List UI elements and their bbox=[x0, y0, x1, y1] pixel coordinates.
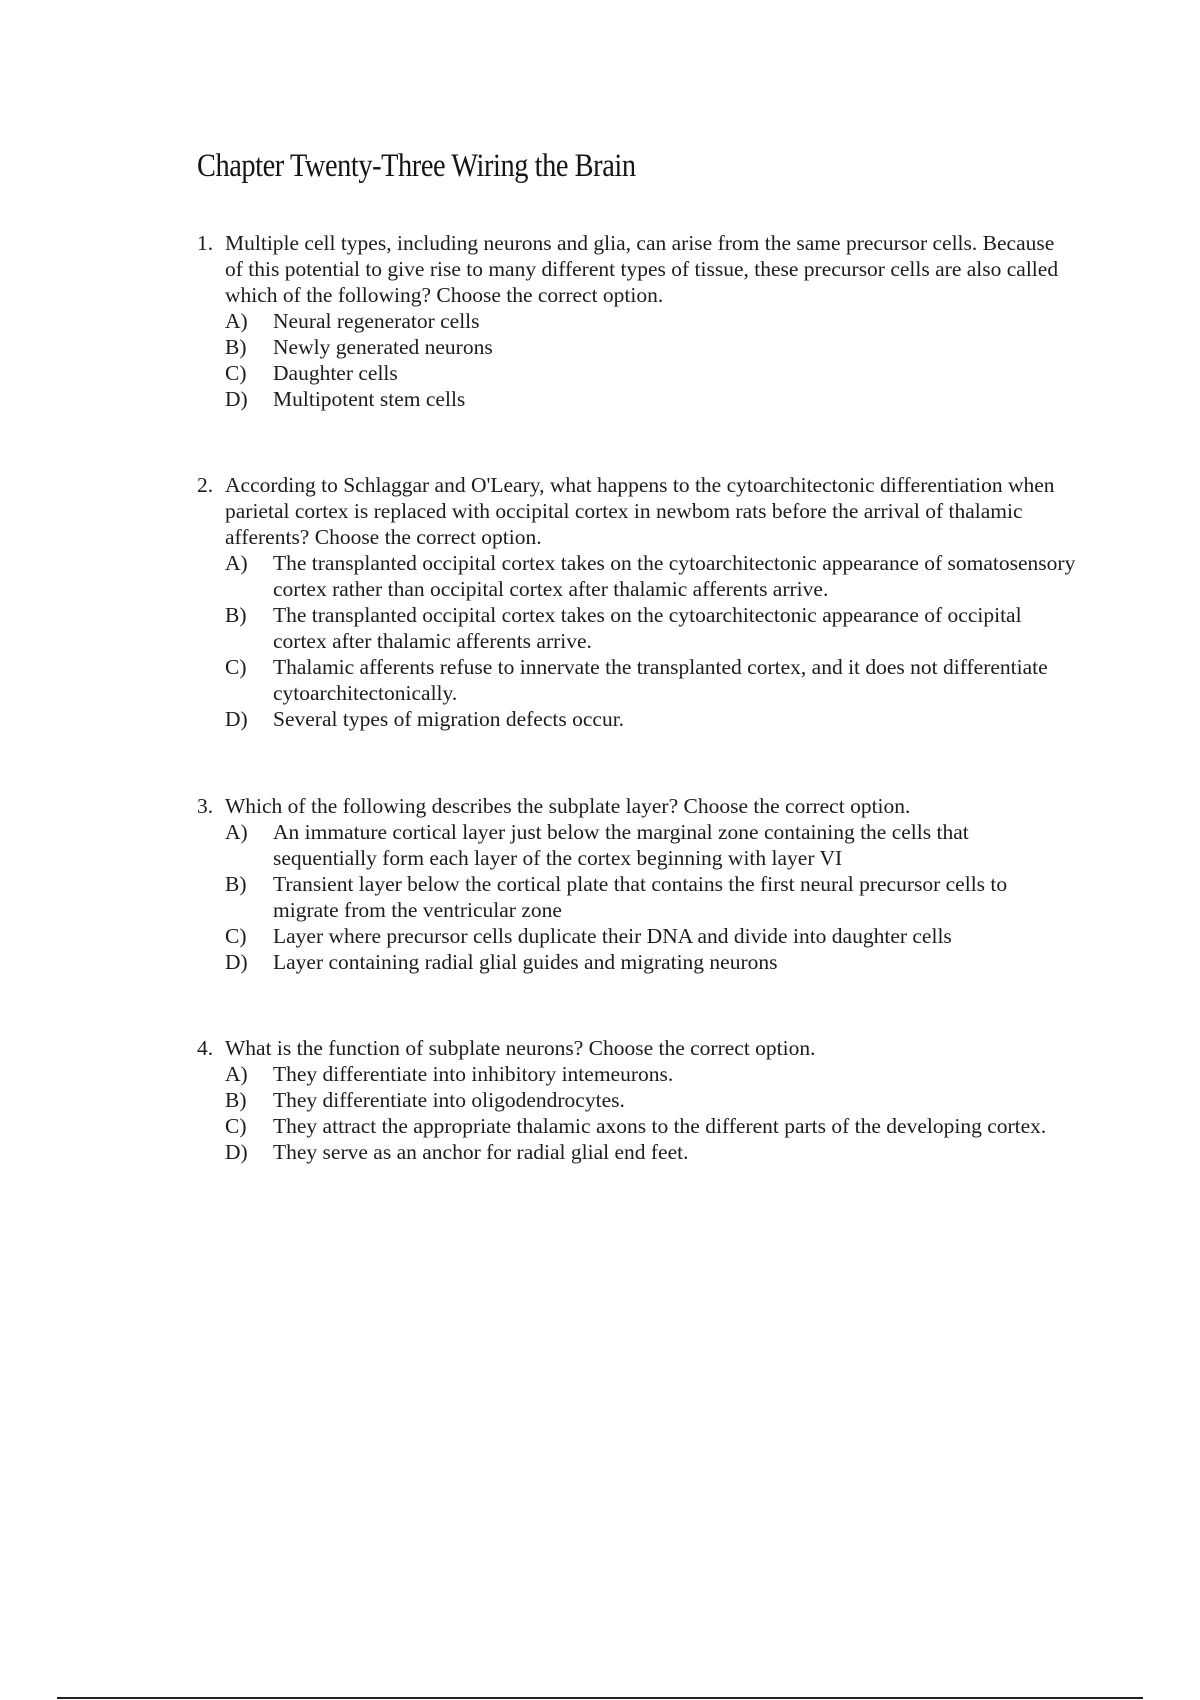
option-text: The transplanted occipital cortex takes on the cytoarchitectonic appearance of occipital cortex after thalamic afferents arrive. bbox=[273, 603, 1022, 653]
answer-option-d bbox=[197, 706, 1077, 732]
option-letter: C) bbox=[225, 361, 247, 385]
question-number: 4. bbox=[197, 1036, 214, 1060]
option-text: They differentiate into oligodendrocytes. bbox=[273, 1088, 625, 1112]
option-letter: B) bbox=[225, 603, 247, 627]
option-letter: D) bbox=[225, 1140, 248, 1164]
option-text: Thalamic afferents refuse to innervate the transplanted cortex, and it does not differentiate cytoarchitectonically. bbox=[273, 655, 1048, 705]
answer-option-a bbox=[197, 1061, 1077, 1087]
option-text: The transplanted occipital cortex takes on the cytoarchitectonic appearance of somatosensory cortex rather than occipital cortex after thalamic afferents arrive. bbox=[273, 551, 1076, 601]
option-letter: C) bbox=[225, 655, 247, 679]
page-title: Chapter Twenty-Three Wiring the Brain bbox=[197, 148, 636, 184]
option-text: They differentiate into inhibitory intemeurons. bbox=[273, 1062, 674, 1086]
answer-option-d bbox=[197, 386, 1077, 412]
option-letter: D) bbox=[225, 387, 248, 411]
option-letter: D) bbox=[225, 707, 248, 731]
option-text: Daughter cells bbox=[273, 361, 398, 385]
question-4 bbox=[197, 1035, 1077, 1165]
answer-option-d bbox=[197, 1139, 1077, 1165]
answer-option-c bbox=[197, 654, 1077, 706]
answer-option-a bbox=[197, 819, 1077, 871]
answer-option-a bbox=[197, 308, 1077, 334]
answer-option-c bbox=[197, 360, 1077, 386]
option-letter: A) bbox=[225, 309, 248, 333]
option-letter: A) bbox=[225, 551, 248, 575]
option-letter: B) bbox=[225, 872, 247, 896]
option-text: Layer where precursor cells duplicate their DNA and divide into daughter cells bbox=[273, 924, 952, 948]
question-stem bbox=[197, 472, 1077, 550]
option-text: Layer containing radial glial guides and migrating neurons bbox=[273, 950, 778, 974]
question-text: Multiple cell types, including neurons and glia, can arise from the same precursor cells. Because of this potential to give rise to many different types of tissue, these precursor cells are also called which of the following? Choose the correct option. bbox=[225, 231, 1059, 307]
option-text: Several types of migration defects occur. bbox=[273, 707, 625, 731]
option-letter: A) bbox=[225, 820, 248, 844]
question-text: What is the function of subplate neurons? Choose the correct option. bbox=[225, 1036, 816, 1060]
question-text: According to Schlaggar and O'Leary, what happens to the cytoarchitectonic differentiation when parietal cortex is replaced with occipital cortex in newbom rats before the arrival of thalamic afferents? Choose the correct option. bbox=[225, 473, 1055, 549]
option-letter: B) bbox=[225, 1088, 247, 1112]
option-letter: D) bbox=[225, 950, 248, 974]
bottom-divider bbox=[57, 1697, 1143, 1699]
question-stem bbox=[197, 1035, 1077, 1061]
option-letter: C) bbox=[225, 924, 247, 948]
option-letter: A) bbox=[225, 1062, 248, 1086]
option-letter: C) bbox=[225, 1114, 247, 1138]
answer-option-b bbox=[197, 334, 1077, 360]
answer-option-b bbox=[197, 1087, 1077, 1113]
question-number: 3. bbox=[197, 794, 214, 818]
answer-option-c bbox=[197, 923, 1077, 949]
option-text: Newly generated neurons bbox=[273, 335, 493, 359]
answer-option-a bbox=[197, 550, 1077, 602]
option-text: Transient layer below the cortical plate that contains the first neural precursor cells to migrate from the ventricular zone bbox=[273, 872, 1008, 922]
answer-option-d bbox=[197, 949, 1077, 975]
answer-option-b bbox=[197, 871, 1077, 923]
question-2 bbox=[197, 472, 1077, 732]
option-letter: B) bbox=[225, 335, 247, 359]
question-number: 2. bbox=[197, 473, 214, 497]
option-text: An immature cortical layer just below the marginal zone containing the cells that sequentially form each layer of the cortex beginning with layer VI bbox=[273, 820, 969, 870]
question-number: 1. bbox=[197, 231, 214, 255]
question-text: Which of the following describes the subplate layer? Choose the correct option. bbox=[225, 794, 911, 818]
question-stem bbox=[197, 793, 1077, 819]
question-1 bbox=[197, 230, 1077, 412]
option-text: They serve as an anchor for radial glial end feet. bbox=[273, 1140, 689, 1164]
answer-option-c bbox=[197, 1113, 1077, 1139]
option-text: Multipotent stem cells bbox=[273, 387, 466, 411]
answer-option-b bbox=[197, 602, 1077, 654]
option-text: They attract the appropriate thalamic axons to the different parts of the developing cortex. bbox=[273, 1114, 1047, 1138]
question-3 bbox=[197, 793, 1077, 975]
option-text: Neural regenerator cells bbox=[273, 309, 480, 333]
question-stem bbox=[197, 230, 1077, 308]
